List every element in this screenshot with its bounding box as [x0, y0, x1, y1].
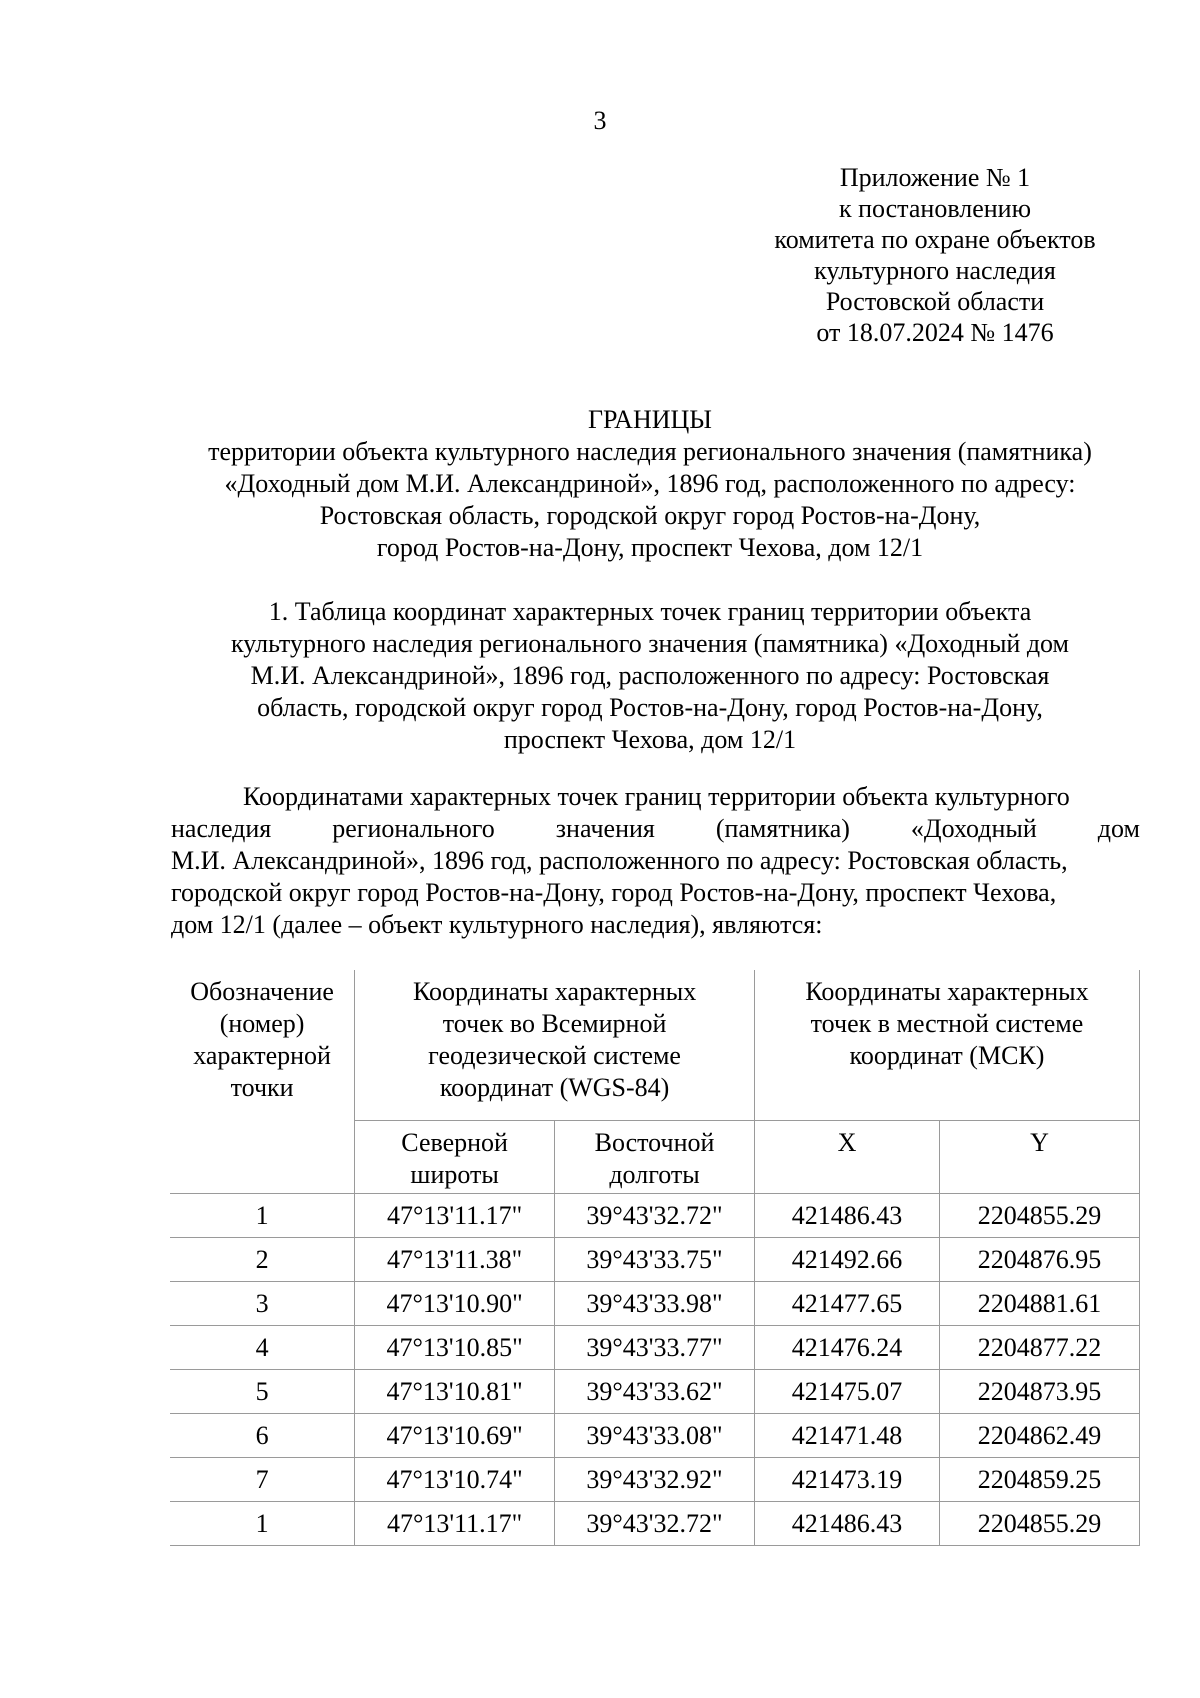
header-longitude: Восточной долготы	[555, 1121, 755, 1194]
title-line: территории объекта культурного наследия регионального значения (памятника)	[208, 437, 1092, 466]
table-row	[170, 1238, 1140, 1282]
table-row	[170, 1282, 1140, 1326]
cell-x: 421492.66	[754, 1238, 939, 1282]
cell-y: 2204862.49	[939, 1414, 1139, 1458]
cell-y: 2204859.25	[939, 1458, 1139, 1502]
cell-longitude: 39°43'33.75"	[555, 1238, 755, 1282]
table-row	[170, 1194, 1140, 1238]
section-heading-line: область, городской округ город Ростов-на-Дону, город Ростов-на-Дону,	[257, 693, 1043, 722]
cell-latitude: 47°13'10.74"	[355, 1458, 555, 1502]
section-heading-line: культурного наследия регионального значения (памятника) «Доходный дом	[230, 629, 1070, 658]
cell-latitude: 47°13'10.90"	[355, 1282, 555, 1326]
cell-x: 421475.07	[754, 1370, 939, 1414]
body-paragraph	[171, 781, 1140, 941]
cell-y: 2204876.95	[939, 1238, 1139, 1282]
header-point-designation: Обозначение (номер) характерной точки	[170, 970, 355, 1194]
title-heading: ГРАНИЦЫ	[588, 405, 712, 434]
section-heading-line: проспект Чехова, дом 12/1	[503, 725, 797, 754]
cell-latitude: 47°13'10.69"	[355, 1414, 555, 1458]
cell-latitude: 47°13'10.81"	[355, 1370, 555, 1414]
cell-x: 421471.48	[754, 1414, 939, 1458]
cell-point-number: 5	[170, 1370, 355, 1414]
cell-point-number: 3	[170, 1282, 355, 1326]
appendix-line: Приложение № 1	[839, 163, 1031, 192]
cell-point-number: 7	[170, 1458, 355, 1502]
header-wgs84: Координаты характерных точек во Всемирной геодезической системе координат (WGS-84)	[355, 970, 755, 1121]
paragraph-word: (памятника)	[715, 814, 850, 843]
document-title	[160, 404, 1140, 564]
cell-point-number: 2	[170, 1238, 355, 1282]
appendix-line: комитета по охране объектов	[774, 225, 1096, 254]
title-line: Ростовская область, городской округ город Ростов-на-Дону,	[319, 501, 981, 530]
appendix-line: от 18.07.2024 № 1476	[816, 318, 1054, 347]
table-row	[170, 1414, 1140, 1458]
cell-longitude: 39°43'33.08"	[555, 1414, 755, 1458]
cell-longitude: 39°43'32.72"	[555, 1502, 755, 1546]
header-msk: Координаты характерных точек в местной системе координат (МСК)	[754, 970, 1139, 1121]
table-row	[170, 1458, 1140, 1502]
paragraph-word: наследия	[171, 814, 272, 843]
paragraph-line: городской округ город Ростов-на-Дону, город Ростов-на-Дону, проспект Чехова,	[171, 878, 1057, 907]
cell-y: 2204855.29	[939, 1194, 1139, 1238]
paragraph-line: М.И. Александриной», 1896 год, расположенного по адресу: Ростовская область,	[171, 846, 1068, 875]
cell-latitude: 47°13'11.17"	[355, 1502, 555, 1546]
appendix-reference	[735, 162, 1135, 348]
table-row	[170, 1326, 1140, 1370]
cell-latitude: 47°13'11.17"	[355, 1194, 555, 1238]
cell-x: 421477.65	[754, 1282, 939, 1326]
cell-x: 421486.43	[754, 1502, 939, 1546]
table-row	[170, 1370, 1140, 1414]
cell-y: 2204881.61	[939, 1282, 1139, 1326]
cell-latitude: 47°13'10.85"	[355, 1326, 555, 1370]
cell-longitude: 39°43'33.77"	[555, 1326, 755, 1370]
appendix-line: к постановлению	[838, 194, 1032, 223]
cell-longitude: 39°43'33.98"	[555, 1282, 755, 1326]
appendix-line: Ростовской области	[825, 287, 1045, 316]
cell-y: 2204877.22	[939, 1326, 1139, 1370]
cell-x: 421473.19	[754, 1458, 939, 1502]
paragraph-word: дом	[1097, 814, 1140, 843]
cell-longitude: 39°43'32.92"	[555, 1458, 755, 1502]
cell-point-number: 4	[170, 1326, 355, 1370]
cell-point-number: 1	[170, 1194, 355, 1238]
cell-latitude: 47°13'11.38"	[355, 1238, 555, 1282]
title-line: город Ростов-на-Дону, проспект Чехова, дом 12/1	[376, 533, 924, 562]
title-line: «Доходный дом М.И. Александриной», 1896 год, расположенного по адресу:	[224, 469, 1076, 498]
coordinates-table	[170, 970, 1140, 1546]
paragraph-line-justified	[171, 813, 1140, 845]
cell-x: 421476.24	[754, 1326, 939, 1370]
cell-longitude: 39°43'33.62"	[555, 1370, 755, 1414]
paragraph-word: «Доходный	[910, 814, 1037, 843]
paragraph-line: Координатами характерных точек границ территории объекта культурного	[243, 782, 1070, 811]
cell-x: 421486.43	[754, 1194, 939, 1238]
page-number: 3	[593, 106, 607, 135]
section-heading	[160, 596, 1140, 756]
cell-y: 2204873.95	[939, 1370, 1139, 1414]
cell-longitude: 39°43'32.72"	[555, 1194, 755, 1238]
cell-point-number: 1	[170, 1502, 355, 1546]
section-heading-line: М.И. Александриной», 1896 год, расположенного по адресу: Ростовская	[250, 661, 1050, 690]
paragraph-word: значения	[555, 814, 655, 843]
header-latitude: Северной широты	[355, 1121, 555, 1194]
paragraph-word: регионального	[332, 814, 495, 843]
section-heading-line: 1. Таблица координат характерных точек границ территории объекта	[268, 597, 1032, 626]
cell-point-number: 6	[170, 1414, 355, 1458]
table-row	[170, 1502, 1140, 1546]
paragraph-line: дом 12/1 (далее – объект культурного наследия), являются:	[171, 910, 823, 939]
cell-y: 2204855.29	[939, 1502, 1139, 1546]
appendix-line: культурного наследия	[814, 256, 1056, 285]
header-x: X	[754, 1121, 939, 1194]
table-header-row	[170, 970, 1140, 1121]
header-y: Y	[939, 1121, 1139, 1194]
